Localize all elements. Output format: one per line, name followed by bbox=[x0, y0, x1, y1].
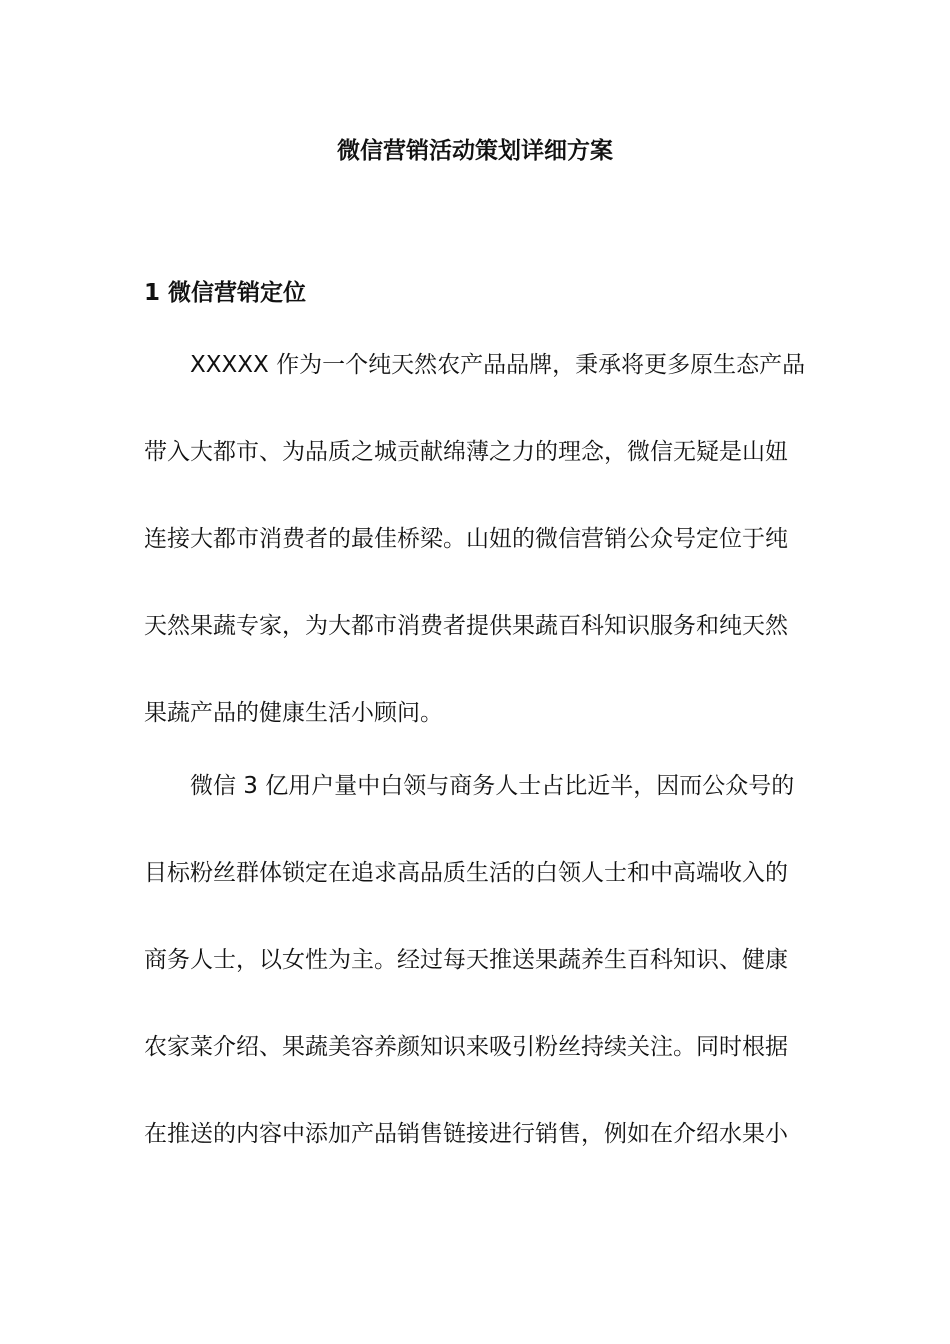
paragraph-line: 农家菜介绍、果蔬美容养颜知识来吸引粉丝持续关注。同时根据 bbox=[144, 1034, 788, 1060]
paragraph-line: 微信 3 亿用户量中白领与商务人士占比近半，因而公众号的 bbox=[190, 773, 795, 799]
paragraph-line: 目标粉丝群体锁定在追求高品质生活的白领人士和中高端收入的 bbox=[144, 860, 788, 886]
section-heading: 1 微信营销定位 bbox=[144, 280, 307, 306]
paragraph-line: 天然果蔬专家，为大都市消费者提供果蔬百科知识服务和纯天然 bbox=[144, 613, 788, 639]
paragraph-line: 商务人士，以女性为主。经过每天推送果蔬养生百科知识、健康 bbox=[144, 947, 788, 973]
paragraph-line: 果蔬产品的健康生活小顾问。 bbox=[144, 700, 443, 726]
paragraph-line: XXXXX 作为一个纯天然农产品品牌，秉承将更多原生态产品 bbox=[190, 352, 806, 378]
paragraph-line: 带入大都市、为品质之城贡献绵薄之力的理念，微信无疑是山妞 bbox=[144, 439, 788, 465]
paragraph-line: 在推送的内容中添加产品销售链接进行销售，例如在介绍水果小 bbox=[144, 1121, 788, 1147]
document-title: 微信营销活动策划详细方案 bbox=[337, 138, 613, 164]
paragraph-line: 连接大都市消费者的最佳桥梁。山妞的微信营销公众号定位于纯 bbox=[144, 526, 788, 552]
